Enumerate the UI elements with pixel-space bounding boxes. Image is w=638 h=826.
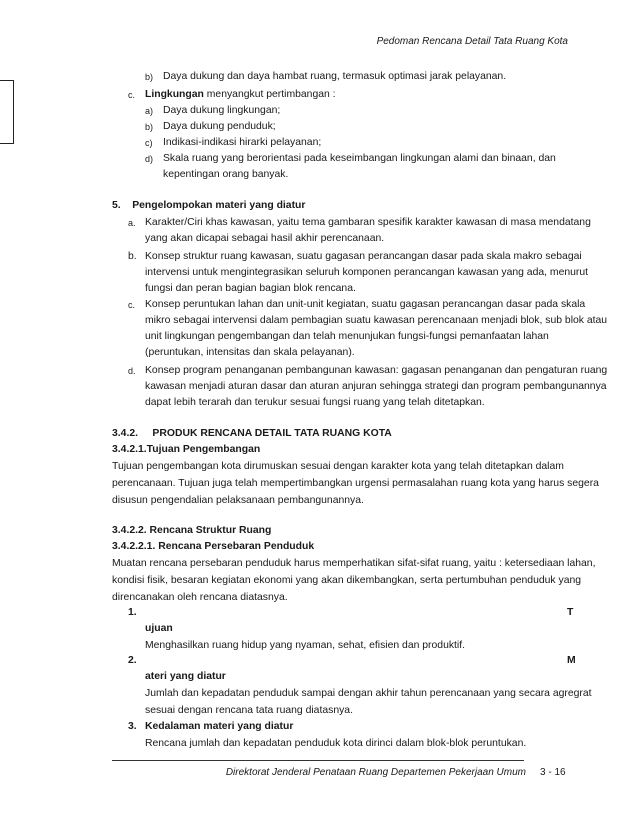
list-item-text: Daya dukung lingkungan; <box>163 105 281 116</box>
list-item-text: Konsep struktur ruang kawasan, suatu gagasan perancangan dasar pada skala makro sebagai <box>145 251 582 262</box>
item-title-rest: ateri yang diatur <box>145 671 226 682</box>
list-item-text: (peruntukan, intensitas dan skala pelayanan). <box>145 347 355 358</box>
list-marker: d) <box>145 154 154 164</box>
page-header: Pedoman Rencana Detail Tata Ruang Kota <box>376 36 568 47</box>
list-item-text: dapat lebih terarah dan terukur sesuai fungsi ruang yang telah ditetapkan. <box>145 397 485 408</box>
item-title-rest: ujuan <box>145 623 173 634</box>
footer-rule <box>112 760 524 761</box>
bold-term: Lingkungan <box>145 89 204 100</box>
list-item-rest: menyangkut pertimbangan : <box>203 89 336 100</box>
subsection-heading: 3.4.2.1.Tujuan Pengembangan <box>112 444 261 455</box>
subsection-heading: 3.4.2.2. Rencana Struktur Ruang <box>112 525 272 536</box>
list-marker: b) <box>145 72 154 82</box>
footer-text: Direktorat Jenderal Penataan Ruang Departemen Pekerjaan Umum <box>225 767 526 778</box>
list-item-text: Konsep peruntukan lahan dan unit-unit kegiatan, suatu gagasan perancangan dasar pada skala <box>145 299 586 310</box>
list-marker: d. <box>128 366 136 376</box>
list-marker: a. <box>128 218 136 228</box>
paragraph-line: Tujuan pengembangan kota dirumuskan sesuai dengan karakter kota yang telah ditetapkan dalam <box>112 461 564 472</box>
item-body: Menghasilkan ruang hidup yang nyaman, sehat, efisien dan produktif. <box>145 640 466 651</box>
subsection-heading: 3.4.2.2.1. Rencana Persebaran Penduduk <box>112 541 315 552</box>
list-marker: c. <box>128 90 136 100</box>
paragraph-line: Muatan rencana persebaran penduduk harus memperhatikan sifat-sifat ruang, yaitu : ketersediaan lahan, <box>112 558 596 569</box>
list-item-text: kawasan menjadi aturan dasar dan aturan anjuran sehingga strategi dan program pembangunannya <box>145 381 607 392</box>
list-item-text: unit lingkungan pengembangan dan telah menunjukan fungsi-fungsi pemanfaatan lahan <box>145 331 549 342</box>
item-number: 2. <box>128 655 137 666</box>
list-item-text: Skala ruang yang berorientasi pada keseimbangan lingkungan alami dan binaan, dan <box>163 153 556 164</box>
margin-bracket <box>0 80 14 144</box>
list-marker: c. <box>128 300 136 310</box>
list-marker: a) <box>145 106 154 116</box>
item-number: 3. <box>128 721 137 732</box>
list-item-text: intervensi untuk mengintegrasikan seluruh komponen perancangan kawasan yang ada, menurut <box>145 267 589 278</box>
item-body: sesuai dengan rencana tata ruang diatasnya. <box>145 705 353 716</box>
list-item-text: Karakter/Ciri khas kawasan, yaitu tema gambaran spesifik karakter kawasan di masa mendatang <box>145 217 591 228</box>
item-body: Jumlah dan kepadatan penduduk sampai dengan akhir tahun perencanaan yang secara agregrat <box>145 688 592 699</box>
item-title-initial: M <box>567 655 576 666</box>
paragraph-line: disusun pengendalian pelaksanaan pembangunannya. <box>112 495 364 506</box>
item-number: 1. <box>128 607 137 618</box>
list-item-text <box>145 88 336 102</box>
paragraph-line: perencanaan. Tujuan juga telah mempertimbangkan urgensi permasalahan ruang kota yang harus segera <box>112 478 599 489</box>
page-number: 3 - 16 <box>540 767 566 778</box>
paragraph-line: direncanakan oleh rencana diatasnya. <box>112 592 288 603</box>
list-item-text: mikro sebagai intervensi dalam pembagian suatu kawasan perencanaan menjadi blok, sub blok atau <box>145 315 608 326</box>
paragraph-line: kondisi fisik, besaran kegiatan ekonomi yang akan dikembangkan, serta pertumbuhan penduduk yang <box>112 575 582 586</box>
list-item-text: Indikasi-indikasi hirarki pelayanan; <box>163 137 322 148</box>
item-title-initial: T <box>567 607 574 618</box>
item-body: Rencana jumlah dan kepadatan penduduk kota dirinci dalam blok-blok peruntukan. <box>145 738 527 749</box>
item-title: Kedalaman materi yang diatur <box>145 721 294 732</box>
list-marker: b) <box>145 122 154 132</box>
section-heading: 5. Pengelompokan materi yang diatur <box>112 200 306 211</box>
list-item-text: Daya dukung dan daya hambat ruang, termasuk optimasi jarak pelayanan. <box>163 71 507 82</box>
list-marker: b. <box>128 251 137 262</box>
list-item-text: kepentingan orang banyak. <box>163 169 289 180</box>
list-item-text: fungsi dan peran bagian bagian blok rencana. <box>145 283 356 294</box>
list-item-text: yang akan dicapai sebagai hasil akhir perencanaan. <box>145 233 385 244</box>
list-item-text: Konsep program penanganan pembangunan kawasan: gagasan penanganan dan pengaturan ruang <box>145 365 608 376</box>
section-heading: 3.4.2. PRODUK RENCANA DETAIL TATA RUANG KOTA <box>112 428 392 439</box>
list-marker: c) <box>145 138 153 148</box>
list-item-text: Daya dukung penduduk; <box>163 121 276 132</box>
